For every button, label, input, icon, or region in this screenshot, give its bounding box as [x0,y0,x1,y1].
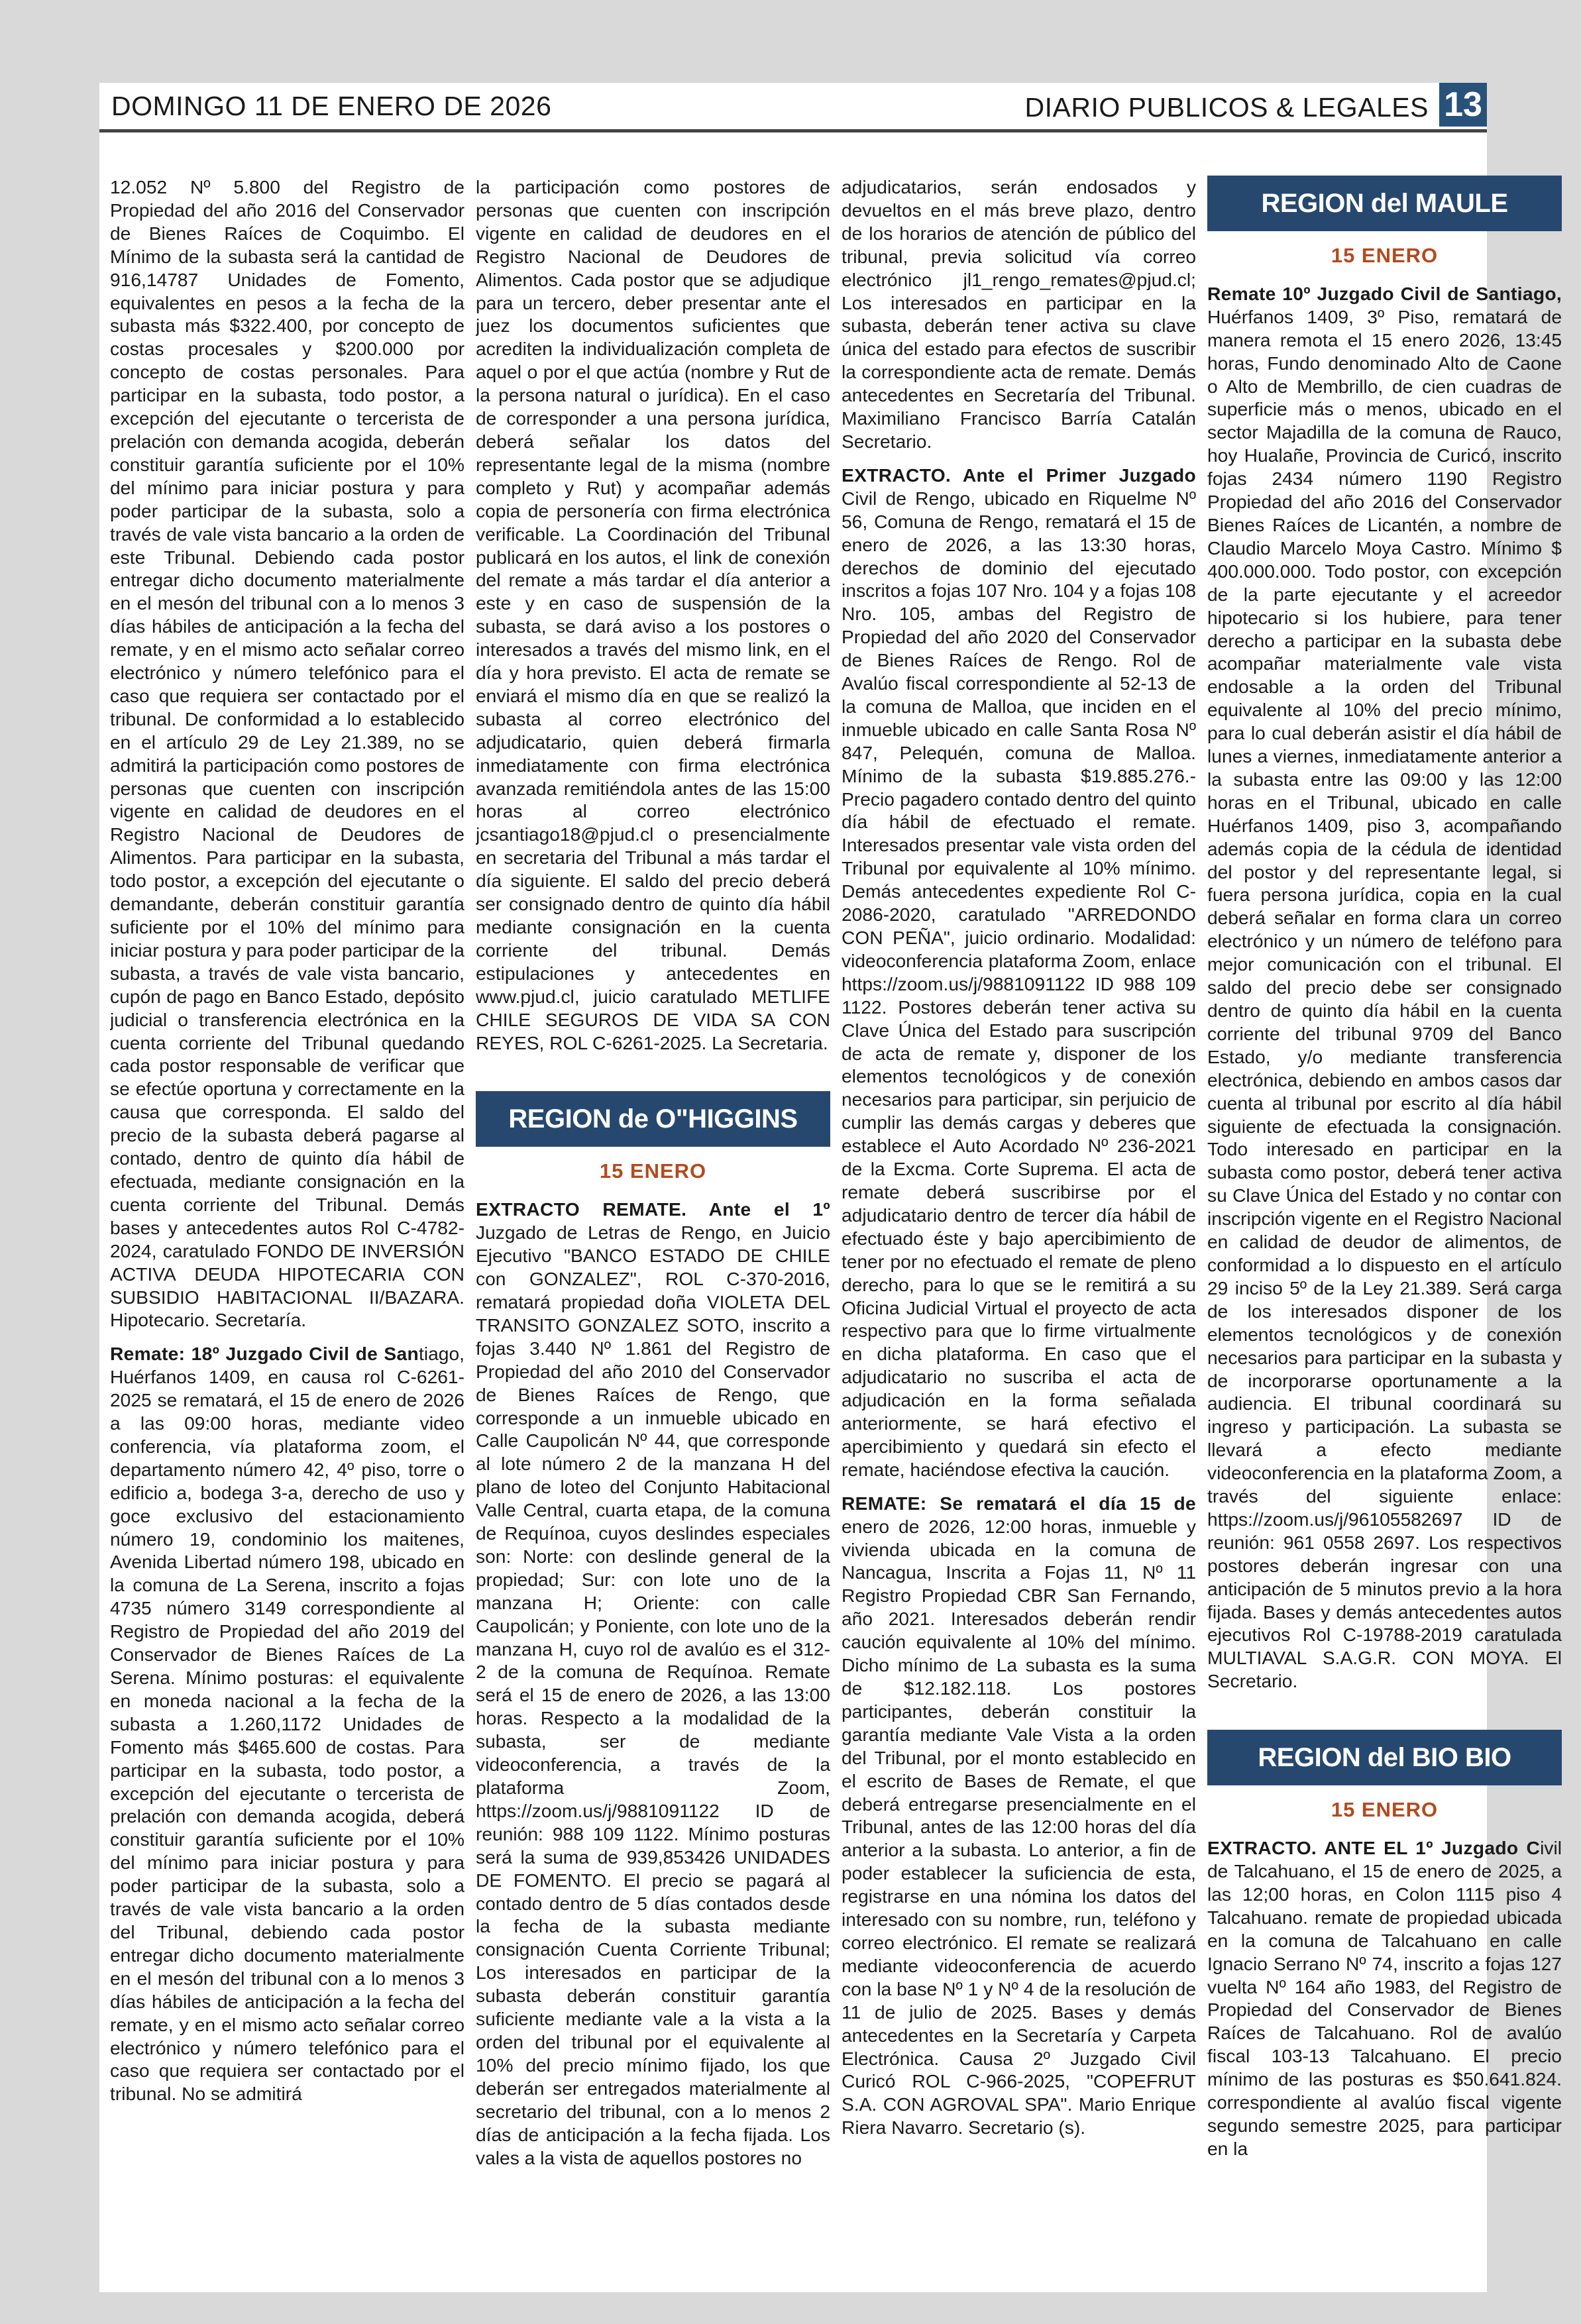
notice-lead: Remate: 18º Juzgado Civil de San [110,1343,419,1365]
column-4 [1207,176,1562,2272]
region-date: 15 ENERO [599,1159,707,1183]
column-2 [476,176,830,2272]
legal-notice [110,1342,464,2105]
issue-date: DOMINGO 11 DE ENERO DE 2026 [111,91,552,121]
legal-notice [476,1198,830,2169]
column-3 [842,176,1196,2272]
legal-notice: adjudicatarios, serán endosados y devueltos en el más breve plazo, dentro de los horarios de atención de público del tribunal, previa solicitud vía correo electrónico jl1_rengo_remates@pjud.cl; Los interesados en participar en la subasta, deberán tener activa su clave única del estado para efectos de suscribir la correspondiente acta de remate. Demás antecedentes en Secretaría del Tribunal. Maximiliano Francisco Barría Catalán Secretario. [842,176,1196,452]
page-header [99,83,1487,132]
legal-notice: la participación como postores de personas que cuenten con inscripción vigente en calidad de deudores en el Registro Nacional de Deudores de Alimentos. Cada postor que se adjudique para un tercero, deber presentar ante el juez los documentos suficientes que acrediten la individualización completa de aquel o por el que actúa (nombre y Rut de la persona natural o jurídica). En el caso de corresponder a una persona jurídica, deberá señalar los datos del representante legal de la misma (nombre completo y Rut) y acompañar además copia de personería con firma electrónica verificable. La Coordinación del Tribunal publicará en los autos, el link de conexión del remate a más tardar el día anterior a este y en caso de suspensión de la subasta, se dará aviso a los postores o interesados a través del mismo link, en el día y hora previsto. El acta de remate se enviará el mismo día en que se realizó la subasta al correo electrónico del adjudicatario, quien deberá firmarla inmediatamente con firma electrónica avanzada remitiéndola antes de las 15:00 horas al correo electrónico jcsantiago18@pjud.cl o presencialmente en secretaria del Tribunal a más tardar el día siguiente. El saldo del precio deberá ser consignado dentro de quinto día hábil mediante consignación en la cuenta corriente del tribunal. Demás estipulaciones y antecedentes en www.pjud.cl, juicio caratulado METLIFE CHILE SEGUROS DE VIDA SA CON REYES, ROL C-6261-2025. La Secretaria. [476,176,830,1053]
legal-notice [1207,1836,1562,2160]
notice-body: Juzgado de Letras de Rengo, en Juicio Ejecutivo "BANCO ESTADO DE CHILE con GONZALEZ", ROL C-370-2016, rematará propiedad doña VIOLETA DEL TRANSITO GONZALEZ SOTO, inscrito a fojas 3.440 Nº 1.861 del Registro de Propiedad del año 2010 del Conservador de Bienes Raíces de Rengo, que corresponde a un inmueble ubicado en Calle Caupolicán Nº 44, que corresponde al lote número 2 de la manzana H del plano de loteo del Conjunto Habitacional Valle Central, cuarta etapa, de la comuna de Requínoa, cuyos deslindes especiales son: Norte: con deslinde general de la propiedad; Sur: con lote uno de la manzana H; Oriente: con calle Caupolicán; y Poniente, con lote uno de la manzana H, cuyo rol de avalúo es el 312-2 de la comuna de Requínoa. Remate será el 15 de enero de 2026, a las 13:00 horas. Respecto a la modalidad de la subasta, ser de mediante videoconferencia, a través de la plataforma Zoom, https://zoom.us/j/9881091122 ID de reunión: 988 109 1122. Mínimo posturas será la suma de 939,853426 UNIDADES DE FOMENTO. El precio se pagará al contado dentro de 5 días contados desde la fecha de la subasta mediante consignación Cuenta Corriente Tribunal; Los interesados en participar de la subasta deberán constituir garantía suficiente mediante vale a la vista a la orden del tribunal por el equivalente al 10% del precio mínimo fijado, los que deberán ser entregados materialmente al secretario del tribunal, con a lo menos 2 días de anticipación a la fecha fijada. Los vales a la vista de aquellos postores no [476,1222,830,2168]
region-date: 15 ENERO [1331,244,1439,267]
region-heading-biobio: REGION del BIO BIO [1207,1730,1562,1785]
notice-body: ivil de Talcahuano, el 15 de enero de 2025, a las 12;00 horas, en Colon 1115 piso 4 Talcahuano. remate de propiedad ubicada en la comuna de Talcahuano en calle Ignacio Serrano Nº 74, inscrito a fojas 127 vuelta Nº 164 año 1983, del Registro de Propiedad del Conservador de Bienes Raíces de Talcahuano. Rol de avalúo fiscal 103-13 Talcahuano. El precio mínimo de las posturas es $50.641.824. correspondiente al avalúo fiscal vigente segundo semestre 2025, para participar en la [1207,1837,1562,2159]
notice-lead: REMATE: Se rematará el día 15 de [842,1492,1196,1514]
region-heading-ohiggins: REGION de O"HIGGINS [476,1091,830,1147]
notice-body: enero de 2026, 12:00 horas, inmueble y vivienda ubicada en la comuna de Nancagua, Inscrita a Fojas 11, Nº 11 Registro Propiedad CBR San Fernando, año 2021. Interesados deberán rendir caución equivalente al 10% del mínimo. Dicho mínimo de La subasta es la suma de $12.182.118. Los postores participantes, deberán constituir la garantía mediante Vale Vista a la orden del Tribunal, por el monto establecido en el escrito de Bases de Remate, el que deberá entregarse presencialmente en el Tribunal, antes de las 12:00 horas del día anterior a la subasta. Lo anterior, a fin de poder establecer la suficiencia de esta, registrarse en una nómina los datos del interesado con su nombre, run, teléfono y correo electrónico. El remate se realizará mediante videoconferencia de acuerdo con la base Nº 1 y Nº 4 de la resolución de 11 de julio de 2025. Bases y demás antecedentes en la Secretaría y Carpeta Electrónica. Causa 2º Juzgado Civil Curicó ROL C-966-2025, "COPEFRUT S.A. CON AGROVAL SPA". Mario Enrique Riera Navarro. Secretario (s). [842,1515,1196,2139]
notice-lead: EXTRACTO. Ante el Primer Juzgado [842,464,1196,486]
legal-notice [842,464,1196,1481]
region-heading-maule: REGION del MAULE [1207,176,1562,231]
notice-lead: Remate 10º Juzgado Civil de Santiago, [1207,282,1562,304]
region-date: 15 ENERO [1331,1798,1439,1822]
legal-notice [1207,282,1562,1693]
notice-body: tiago, Huérfanos 1409, en causa rol C-6261-2025 se rematará, el 15 de enero de 2026 a las 09:00 horas, mediante video conferencia, vía plataforma zoom, el departamento número 42, 4º piso, torre o edificio a, bodega 3-a, derecho de uso y goce exclusivo del estacionamiento número 19, condominio los maitenes, Avenida Libertad número 198, ubicado en la comuna de La Serena, inscrito a fojas 4735 número 3149 correspondiente al Registro de Propiedad del año 2019 del Conservador de Bienes Raíces de La Serena. Mínimo posturas: el equivalente en moneda nacional a la fecha de la subasta a 1.260,1172 Unidades de Fomento más $465.600 de costas. Para participar en la subasta, todo postor, a excepción del ejecutante o tercerista de prelación con demanda acogida, deberá constituir garantía suficiente por el 10% del mínimo para iniciar postura y para poder participar de la subasta, solo a través de vale vista bancario a la orden del Tribunal, debiendo cada postor entregar dicho documento materialmente en el mesón del tribunal con a lo menos 3 días hábiles de anticipación a la fecha del remate, y en el mismo acto señalar correo electrónico y número telefónico para el caso que requiera ser contactado por el tribunal. No se admitirá [110,1343,464,2105]
newspaper-page [99,83,1562,2292]
column-1 [110,176,464,2272]
notice-lead: EXTRACTO. ANTE EL 1º Juzgado C [1207,1837,1541,1859]
legal-notice: 12.052 Nº 5.800 del Registro de Propiedad del año 2016 del Conservador de Bienes Raíces de Coquimbo. El Mínimo de la subasta será la cantidad de 916,14787 Unidades de Fomento, equivalentes en pesos a la fecha de la subasta más $322.400, por concepto de costas procesales y $200.000 por concepto de costas personales. Para participar en la subasta, todo postor, a excepción del ejecutante o tercerista de prelación con demanda acogida, deberán constituir garantía suficiente por el 10% del mínimo para iniciar postura y para poder participar de la subasta, solo a través de vale vista bancario a la orden de este Tribunal. Debiendo cada postor entregar dicho documento materialmente en el mesón del tribunal con a lo menos 3 días hábiles de anticipación a la fecha del remate, y en el mismo acto señalar correo electrónico y número telefónico para el caso que requiera ser contactado por el tribunal. De conformidad a lo establecido en el artículo 29 de Ley 21.389, no se admitirá la participación como postores de personas que cuenten con inscripción vigente en calidad de deudores en el Registro Nacional de Deudores de Alimentos. Para participar en la subasta, todo postor, a excepción del ejecutante o demandante, deberán constituir garantía suficiente por el 10% del mínimo para iniciar postura y para poder participar de la subasta, a través de vale vista bancario, cupón de pago en Banco Estado, depósito judicial o transferencia electrónica en la cuenta corriente del Tribunal quedando cada postor responsable de verificar que se efectúe oportuna y correctamente en la causa que corresponda. El saldo del precio de la subasta deberá pagarse al contado, dentro de quinto día hábil de efectuada, mediante consignación en la cuenta corriente del Tribunal. Demás bases y antecedentes autos Rol C-4782-2024, caratulado FONDO DE INVERSIÓN ACTIVA DEUDA HIPOTECARIA CON SUBSIDIO HABITACIONAL II/BAZARA. Hipotecario. Secretaría. [110,176,464,1331]
legal-notice [842,1492,1196,2139]
notice-body: Civil de Rengo, ubicado en Riquelme Nº 56, Comuna de Rengo, rematará el 15 de enero de 2026, a las 13:30 horas, derechos de dominio del ejecutado inscritos a fojas 107 Nro. 104 y a fojas 108 Nro. 105, ambas del Registro de Propiedad del año 2020 del Conservador de Bienes Raíces de Rengo. Rol de Avalúo fiscal correspondiente al 52-13 de la comuna de Malloa, que inciden en el inmueble ubicado en calle Santa Rosa Nº 847, Pelequén, comuna de Malloa. Mínimo de la subasta $19.885.276.- Precio pagadero contado dentro del quinto día hábil de efectuado el remate. Interesados presentar vale vista orden del Tribunal por equivalente al 10% mínimo. Demás antecedentes expediente Rol C-2086-2020, caratulado "ARREDONDO CON PEÑA", juicio ordinario. Modalidad: videoconferencia plataforma Zoom, enlace https://zoom.us/j/9881091122 ID 988 109 1122. Postores deberán tener activa su Clave Única del Estado para suscripción de acta de remate y, disponer de los elementos tecnológicos y de conexión necesarios para participar, sin perjuicio de cumplir las demás cargas y deberes que establece el Auto Acordado Nº 236-2021 de la Excma. Corte Suprema. El acta de remate deberá suscribirse por el adjudicatario dentro de tercer día hábil de efectuado éste y bajo apercibimiento de tener por no efectuado el remate de pleno derecho, para lo que se le remitirá a su Oficina Judicial Virtual el proyecto de acta respectivo para que lo firme virtualmente en dicha plataforma. En caso que el adjudicatario no suscriba el acta de adjudicación en la forma señalada anteriormente, se hará efectivo el apercibimiento y quedará sin efecto el remate, haciéndose efectiva la caución. [842,487,1196,1480]
publication-name: DIARIO PUBLICOS & LEGALES [1024,92,1429,123]
notice-body: Huérfanos 1409, 3º Piso, rematará de manera remota el 15 enero 2026, 13:45 horas, Fundo denominado Alto de Caone o Alto de Membrillo, de cien cuadras de superficie más o menos, ubicado en el sector Majadilla de la comuna de Rauco, hoy Hualañe, Provincia de Curicó, inscrito fojas 2434 número 1190 Registro Propiedad del año 2016 del Conservador Bienes Raíces de Licantén, a nombre de Claudio Marcelo Moya Castro. Mínimo $ 400.000.000. Todo postor, con excepción de la parte ejecutante y el acreedor hipotecario si los hubiere, para tener derecho a participar en la subasta debe acompañar materialmente vale vista endosable a la orden del Tribunal equivalente al 10% del precio mínimo, para lo cual deberán asistir el día hábil de lunes a viernes, inmediatamente anterior a la subasta entre las 09:00 y las 12:00 horas en el Tribunal, ubicado en calle Huérfanos 1409, piso 3, acompañando además copia de la cédula de identidad del postor y del representante legal, si fuera persona jurídica, copia en la cual deberá señalar en forma clara un correo electrónico y un número de teléfono para mejor comunicación con el tribunal. El saldo del precio debe ser consignado dentro de quinto día hábil en la cuenta corriente del tribunal 9709 del Banco Estado, y/o mediante transferencia electrónica, debiendo en ambos casos dar cuenta al tribunal por escrito al día hábil siguiente de efectuada la consignación. Todo interesado en participar en la subasta como postor, deberá tener activa su Clave Única del Estado y no contar con inscripción vigente en el Registro Nacional en calidad de deudor de alimentos, de conformidad a lo dispuesto en el artículo 29 inciso 5º de la Ley 21.389. Será carga de los interesados disponer de los elementos tecnológicos y de conexión necesarios para participar en la subasta y de incorporarse oportunamente a la audiencia. El tribunal coordinará su ingreso y participación. La subasta se llevará a efecto mediante videoconferencia en la plataforma Zoom, a través del siguiente enlace: https://zoom.us/j/96105582697 ID de reunión: 961 0558 2697. Los respectivos postores deberán ingresar con una anticipación de 5 minutos previo a la hora fijada. Bases y demás antecedentes autos ejecutivos Rol C-19788-2019 caratulada MULTIAVAL S.A.G.R. CON MOYA. El Secretario. [1207,305,1562,1692]
page-number: 13 [1439,83,1487,127]
notice-lead: EXTRACTO REMATE. Ante el 1º [476,1198,830,1220]
